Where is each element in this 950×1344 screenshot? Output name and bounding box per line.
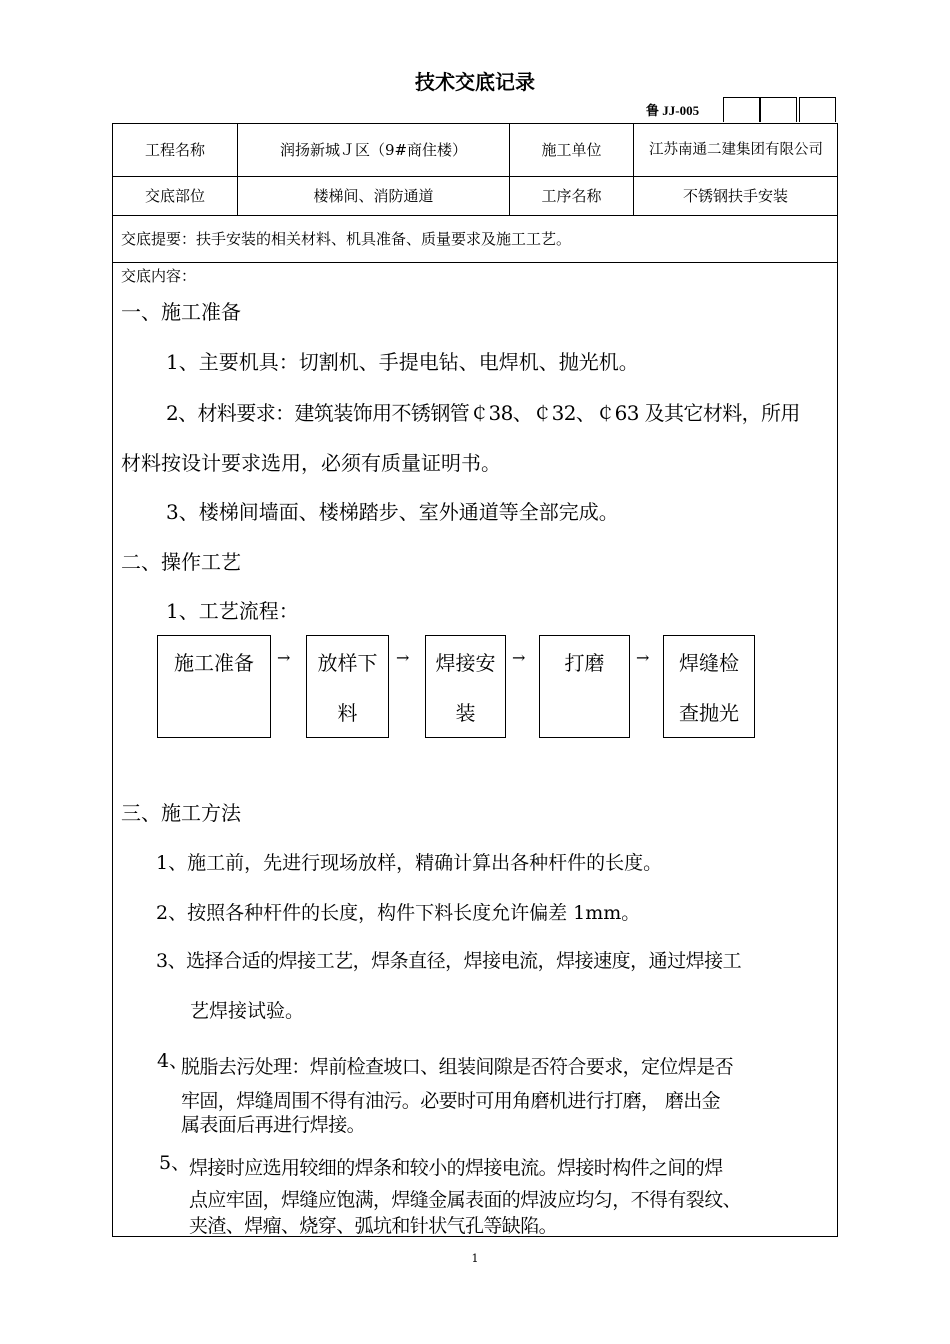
flow-step-welding-install bbox=[425, 635, 506, 738]
page-number: 1 bbox=[471, 1252, 479, 1265]
section-3-item-4-line2: 牢固，焊缝周围不得有油污。必要时可用角磨机进行打磨， 磨出金 bbox=[181, 1090, 721, 1112]
section-3-item-5-number: 5、 bbox=[159, 1152, 191, 1174]
handover-part-label: 交底部位 bbox=[144, 187, 205, 205]
flow-arrow-2: → bbox=[396, 648, 410, 667]
flow-arrow-1: → bbox=[277, 648, 291, 667]
section-1-item-3: 3、楼梯间墙面、楼梯踏步、室外通道等全部完成。 bbox=[166, 500, 619, 524]
handover-part-value: 楼梯间、消防通道 bbox=[313, 187, 434, 205]
section-3-item-1: 1、施工前，先进行现场放样，精确计算出各种杆件的长度。 bbox=[156, 852, 663, 874]
flow-arrow-4: → bbox=[636, 648, 650, 667]
flow-step-layout-cutting-line1: 放样下 bbox=[317, 651, 378, 675]
construction-unit-value: 江苏南通二建集团有限公司 bbox=[649, 142, 823, 158]
flow-arrow-3: → bbox=[512, 648, 526, 667]
section-2-item-1: 1、工艺流程： bbox=[166, 599, 299, 623]
section-3-item-2: 2、按照各种杆件的长度，构件下料长度允许偏差 1mm。 bbox=[156, 902, 641, 924]
process-name-label: 工序名称 bbox=[541, 187, 602, 205]
flow-step-inspection-polishing-line2: 查抛光 bbox=[679, 701, 739, 725]
code-box-2 bbox=[760, 97, 797, 122]
flow-step-layout-cutting bbox=[306, 635, 389, 738]
flow-step-grinding-text: 打磨 bbox=[564, 651, 605, 675]
section-1-item-1: 1、主要机具：切割机、手提电钻、电焊机、抛光机。 bbox=[166, 350, 639, 374]
section-3-item-4 bbox=[181, 1052, 733, 1140]
project-name-label: 工程名称 bbox=[144, 141, 205, 159]
form-code: 鲁 JJ-005 bbox=[646, 103, 700, 118]
section-3-item-3: 3、选择合适的焊接工艺，焊条直径，焊接电流，焊接速度，通过焊接工 bbox=[156, 950, 742, 972]
section-3-item-5-line1: 焊接时应选用较细的焊条和较小的焊接电流。焊接时构件之间的焊 bbox=[189, 1157, 723, 1179]
section-1-item-2-continued: 材料按设计要求选用，必须有质量证明书。 bbox=[121, 451, 501, 475]
flow-step-inspection-polishing bbox=[663, 635, 755, 738]
section-3-item-5 bbox=[189, 1153, 741, 1241]
code-box-1 bbox=[723, 97, 760, 122]
flow-step-layout-cutting-line2: 料 bbox=[337, 701, 358, 725]
flow-step-preparation-text: 施工准备 bbox=[174, 651, 254, 675]
section-2-title: 二、操作工艺 bbox=[121, 550, 241, 574]
flow-step-welding-install-line2: 装 bbox=[455, 701, 476, 725]
section-3-item-4-number: 4、 bbox=[157, 1050, 189, 1072]
section-3-item-3-continued: 艺焊接试验。 bbox=[190, 1000, 305, 1022]
construction-unit-label: 施工单位 bbox=[541, 141, 602, 159]
flow-step-grinding bbox=[539, 635, 630, 738]
process-name-value: 不锈钢扶手安装 bbox=[682, 187, 788, 205]
section-3-item-4-line3: 属表面后再进行焊接。 bbox=[181, 1114, 366, 1136]
section-1-title: 一、施工准备 bbox=[121, 300, 241, 324]
row-divider-2 bbox=[112, 215, 838, 216]
content-label: 交底内容： bbox=[121, 267, 197, 285]
section-1-item-2: 2、材料要求：建筑装饰用不锈钢管￠38、￠32、￠63 及其它材料，所用 bbox=[166, 401, 800, 425]
section-3-title: 三、施工方法 bbox=[121, 801, 241, 825]
code-box-3 bbox=[799, 97, 836, 122]
flow-step-welding-install-line1: 焊接安 bbox=[435, 651, 496, 675]
flow-step-preparation bbox=[157, 635, 271, 738]
section-3-item-5-line2: 点应牢固，焊缝应饱满，焊缝金属表面的焊波应均匀，不得有裂纹、 bbox=[189, 1189, 742, 1211]
handover-summary: 交底提要：扶手安装的相关材料、机具准备、质量要求及施工工艺。 bbox=[121, 230, 572, 248]
section-3-item-4-line1: 脱脂去污处理：焊前检查坡口、组装间隙是否符合要求，定位焊是否 bbox=[181, 1056, 734, 1078]
section-3-item-5-line3: 夹渣、焊瘤、烧穿、弧坑和针状气孔等缺陷。 bbox=[189, 1215, 558, 1237]
project-name-value: 润扬新城Ｊ区（9#商住楼） bbox=[279, 141, 468, 159]
row-divider-3 bbox=[112, 262, 838, 263]
document-title: 技术交底记录 bbox=[415, 70, 535, 94]
flow-step-inspection-polishing-line1: 焊缝检 bbox=[679, 651, 739, 675]
